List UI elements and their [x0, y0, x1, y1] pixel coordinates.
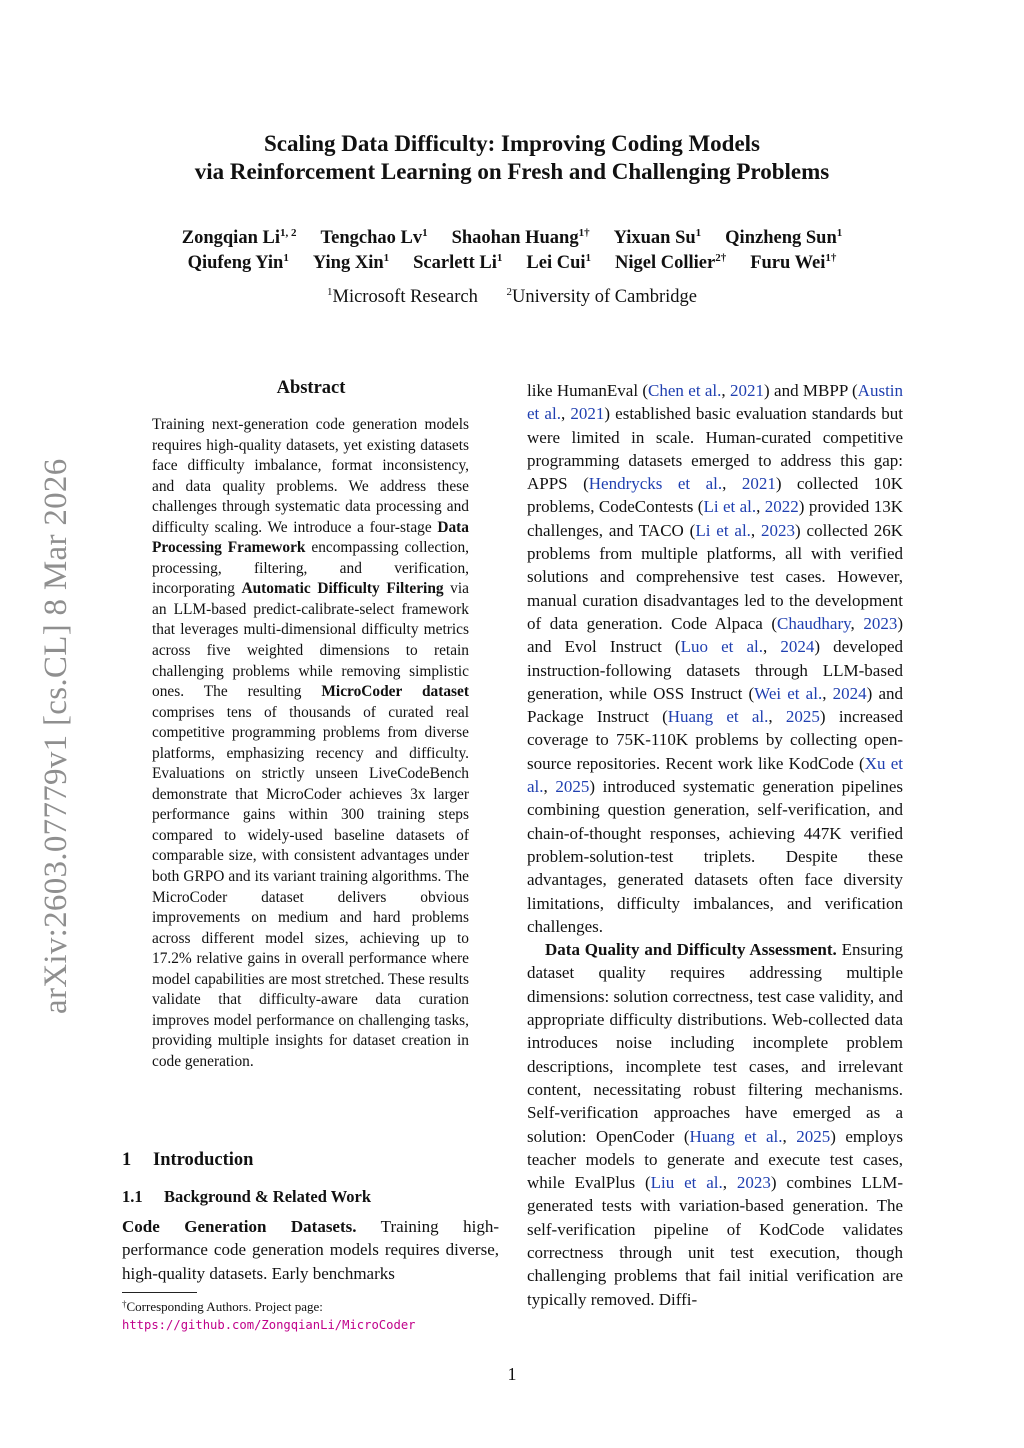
citation-link[interactable]: 2022	[764, 497, 799, 517]
title-line-2: via Reinforcement Learning on Fresh and Challenging Problems	[194, 159, 830, 184]
citation-link[interactable]: Wei et al.	[754, 683, 823, 703]
subsection-heading-background: 1.1 Background & Related Work	[122, 1187, 372, 1206]
affiliation-2: $^2$University of Cambridge	[506, 286, 697, 307]
paragraph-heading-data-quality: Data Quality and Difficulty Assessment.	[545, 940, 837, 960]
citation-link[interactable]: 2023	[863, 613, 898, 633]
author-name: Qiufeng Yin$^1$	[187, 252, 289, 273]
author-row-2	[0, 251, 1024, 275]
author-name: Nigel Collier$^{2\dagger}$	[615, 252, 727, 273]
abstract-body: Training next-generation code generation models requires high-quality datasets, yet existing datasets face difficulty imbalance, format inconsistency, and data quality problems. We address these challenges through systematic data processing and difficulty scaling. We introduce a four-stage Data Processing Framework encompassing collection, processing, filtering, and verification, incorporating Automatic Difficulty Filtering via an LLM-based predict-calibrate-select framework that leverages multi-dimensional difficulty metrics across five weighted dimensions to retain challenging problems while removing simplistic ones. The resulting MicroCoder dataset comprises tens of thousands of curated real competitive programming problems from diverse platforms, emphasizing recency and difficulty. Evaluations on strictly unseen LiveCodeBench demonstrate that MicroCoder achieves 3x larger performance gains within 300 training steps compared to widely-used baseline datasets of comparable size, with consistent advantages under both GRPO and its variant training algorithms. The MicroCoder dataset delivers obvious improvements on medium and hard problems across different model sizes, achieving up to 17.2% relative gains in overall performance where model capabilities are most stretched. These results validate that difficulty-aware data curation improves model performance on challenging tasks, providing multiple insights for dataset creation in code generation.	[152, 416, 469, 1070]
related-work-paragraph: like HumanEval (Chen et al., 2021) and MBPP (Austin et al., 2021) established basic evaluation standards but were limited in scale. Human-curated competitive programming datasets emerged to address this gap: APPS (Hendrycks et al., 2021) collected 10K problems, CodeContests (Li et al., 2022) provided 13K challenges, and TACO (Li et al., 2023) collected 26K problems from multiple platforms, all with verified solutions and comprehensive test cases. However, manual curation disadvantages led to the development of data generation. Code Alpaca (Chaudhary, 2023) and Evol Instruct (Luo et al., 2024) developed instruction-following datasets through LLM-based generation, while OSS Instruct (Wei et al., 2024) and Package Instruct (Huang et al., 2025) increased coverage to 75K-110K problems by collecting open-source repositories. Recent work like KodCode (Xu et al., 2025) introduced systematic generation pipelines combining question generation, self-verification, and chain-of-thought responses, achieving 447K verified problem-solution-test triplets. Despite these advantages, generated datasets often face diversity limitations, difficulty imbalances, and verification challenges.	[527, 381, 904, 936]
citation-link[interactable]: 2024	[780, 637, 815, 657]
author-name: Lei Cui$^1$	[526, 252, 591, 273]
abstract-bold-framework: Data Processing Framework	[152, 518, 469, 557]
footnote: †Corresponding Authors. Project page: https://github.com/ZongqianLi/MicroCoder	[122, 1298, 502, 1334]
citation-link[interactable]: 2021	[730, 381, 765, 400]
citation-link[interactable]: 2023	[761, 520, 796, 540]
paragraph-heading-code-generation: Code Generation Datasets.	[122, 1217, 357, 1236]
data-quality-paragraph: Data Quality and Difficulty Assessment. Ensuring dataset quality requires addressing multiple dimensions: solution correctness, test case validity, and appropriate difficulty distributions. Web-collected data introduces noise including incomplete problem descriptions, incomplete test cases, and irrelevant content, necessitating robust filtering mechanisms. Self-verification approaches have emerged as a solution: OpenCoder (Huang et al., 2025) employs teacher models to generate and execute test cases, while EvalPlus (Liu et al., 2023) combines LLM-generated tests with variation-based generation. The self-verification pipeline of KodCode validates correctness through unit test execution, though challenging problems that fail initial verification are typically removed. Diffi-	[527, 940, 904, 1309]
author-row-1	[0, 226, 1024, 250]
author-name: Ying Xin$^1$	[312, 252, 390, 273]
title-line-1: Scaling Data Difficulty: Improving Coding Models	[263, 131, 761, 156]
intro-paragraph: Code Generation Datasets. Training high-performance code generation models requires diverse, high-quality datasets. Early benchmarks	[122, 1217, 499, 1283]
citation-link[interactable]: 2025	[785, 707, 820, 727]
citation-link[interactable]: Huang et al.	[689, 1126, 783, 1146]
citation-link[interactable]: Li et al.	[703, 497, 757, 517]
citation-link[interactable]: 2021	[741, 474, 776, 494]
citation-link[interactable]: Li et al.	[695, 520, 751, 540]
right-column	[527, 379, 903, 1311]
author-name: Shaohan Huang$^{1\dagger}$	[451, 227, 590, 248]
citation-link[interactable]: Chen et al.	[648, 381, 722, 400]
author-name: Furu Wei$^{1\dagger}$	[750, 252, 837, 273]
paper-title	[0, 130, 1024, 186]
affiliations	[0, 285, 1024, 309]
author-name: Zongqian Li$^{1, 2}$	[181, 227, 297, 248]
affiliation-1: $^1$Microsoft Research	[327, 286, 478, 307]
citation-link[interactable]: Luo et al.	[680, 637, 763, 657]
abstract-bold-filtering: Automatic Difficulty Filtering	[241, 580, 444, 598]
footnote-rule	[122, 1292, 197, 1293]
author-name: Qinzheng Sun$^1$	[725, 227, 843, 248]
citation-link[interactable]: 2021	[570, 404, 605, 424]
author-name: Scarlett Li$^1$	[413, 252, 503, 273]
page-number: 1	[507, 1364, 517, 1384]
citation-link[interactable]: 2025	[796, 1126, 831, 1146]
abstract-bold-dataset: MicroCoder dataset	[321, 683, 469, 701]
abstract-heading: Abstract	[276, 378, 346, 398]
author-name: Tengchao Lv$^1$	[320, 227, 428, 248]
citation-link[interactable]: 2025	[555, 777, 590, 797]
citation-link[interactable]: Chaudhary	[777, 613, 851, 633]
citation-link[interactable]: Austin et al.	[527, 381, 904, 424]
author-name: Yixuan Su$^1$	[613, 227, 702, 248]
citation-link[interactable]: 2024	[832, 683, 867, 703]
citation-link[interactable]: Hendrycks et al.	[588, 474, 723, 494]
arxiv-identifier: arXiv:2603.07779v1 [cs.CL] 8 Mar 2026	[38, 458, 74, 1014]
citation-link[interactable]: Huang et al.	[667, 707, 769, 727]
citation-link[interactable]: 2023	[736, 1173, 771, 1193]
section-heading-introduction: 1 Introduction	[122, 1150, 254, 1170]
citation-link[interactable]: Liu et al.	[650, 1173, 723, 1193]
citation-link[interactable]: Xu et al.	[527, 753, 904, 797]
project-page-link[interactable]: https://github.com/ZongqianLi/MicroCoder	[122, 1318, 416, 1332]
